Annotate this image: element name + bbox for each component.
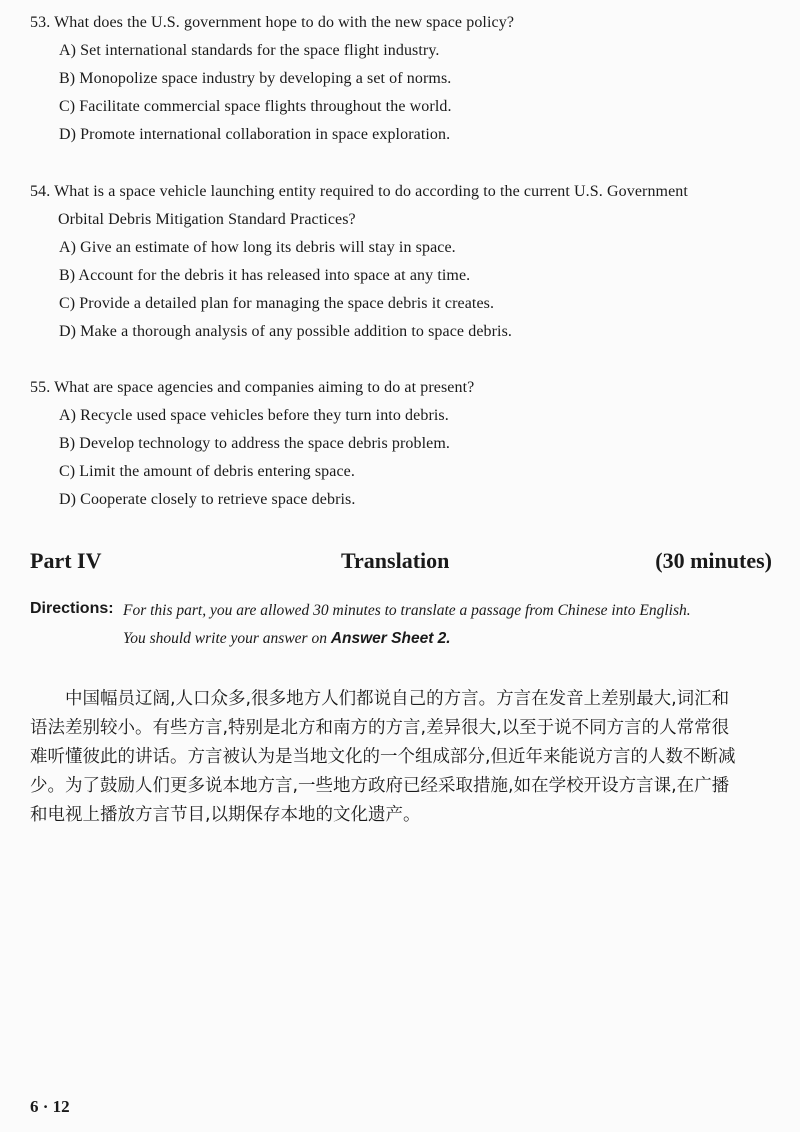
option-b: B) Develop technology to address the space debris problem. [59, 435, 451, 452]
question-stem: 54. What is a space vehicle launching entity required to do according to the current U.S. Government [30, 183, 688, 200]
option-c: C) Facilitate commercial space flights throughout the world. [59, 98, 452, 115]
question-stem: 53. What does the U.S. government hope to do with the new space policy? [30, 14, 515, 31]
passage-line: 难听懂彼此的讲话。方言被认为是当地文化的一个组成部分,但近年来能说方言的人数不断减 [30, 747, 736, 767]
passage-line: 中国幅员辽阔,人口众多,很多地方人们都说自己的方言。方言在发音上差别最大,词汇和 [30, 689, 730, 709]
directions-line-2 [123, 630, 451, 648]
directions-line-1: For this part, you are allowed 30 minutes to translate a passage from Chinese into English. [123, 602, 691, 619]
option-c: C) Provide a detailed plan for managing the space debris it creates. [59, 295, 495, 312]
part-time: (30 minutes) [655, 548, 772, 573]
option-b: B) Monopolize space industry by developing a set of norms. [59, 70, 452, 87]
option-d: D) Make a thorough analysis of any possible addition to space debris. [59, 323, 513, 340]
option-d: D) Promote international collaboration in space exploration. [59, 126, 451, 143]
translation-passage [30, 685, 772, 830]
directions-line-2-text: You should write your answer on [123, 630, 331, 647]
passage-line: 少。为了鼓励人们更多说本地方言,一些地方政府已经采取措施,如在学校开设方言课,在广播 [30, 776, 730, 796]
option-a: A) Give an estimate of how long its debris will stay in space. [59, 239, 456, 256]
option-a: A) Set international standards for the space flight industry. [59, 42, 440, 59]
option-b: B) Account for the debris it has released into space at any time. [59, 267, 471, 284]
part-title: Translation [341, 548, 450, 573]
passage-line: 和电视上播放方言节目,以期保存本地的文化遗产。 [30, 805, 421, 825]
option-d: D) Cooperate closely to retrieve space debris. [59, 491, 356, 508]
answer-sheet-reference: Answer Sheet 2. [330, 630, 451, 647]
part-number: Part IV [30, 548, 102, 573]
passage-line: 语法差别较小。有些方言,特别是北方和南方的方言,差异很大,以至于说不同方言的人常常很 [30, 718, 730, 738]
option-c: C) Limit the amount of debris entering space. [59, 463, 355, 480]
question-stem-continued: Orbital Debris Mitigation Standard Practices? [58, 211, 356, 228]
directions-label: Directions: [30, 600, 114, 617]
question-stem: 55. What are space agencies and companies aiming to do at present? [30, 379, 475, 396]
page-number: 6 · 12 [30, 1097, 70, 1116]
option-a: A) Recycle used space vehicles before they turn into debris. [59, 407, 449, 424]
part-heading [30, 548, 772, 578]
